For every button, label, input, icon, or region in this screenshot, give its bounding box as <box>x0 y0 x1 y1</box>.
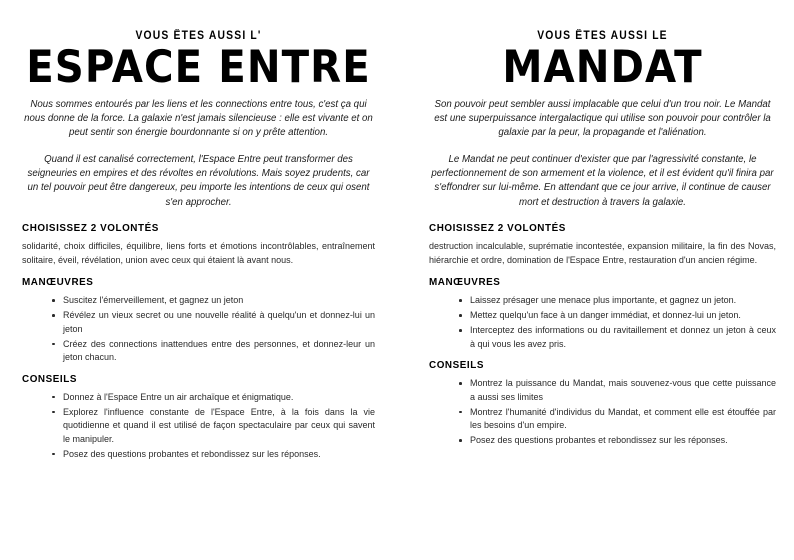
section-list-manoeuvres <box>22 294 375 365</box>
section-heading-conseils: CONSEILS <box>429 359 484 372</box>
list-item: Mettez quelqu'un face à un danger immédiat, et donnez-lui un jeton. <box>459 309 776 323</box>
list-item: Interceptez des informations ou du ravitaillement et donnez un jeton à ceux à qui vous les avez pris. <box>459 324 776 351</box>
intro-paragraph-1: Son pouvoir peut sembler aussi implacable que celui d'un trou noir. Le Mandat est une superpuissance intergalactique qui utilise son pouvoir pour contrôler la galaxie par la peur, la propagande et l'aliénation. <box>434 98 771 139</box>
section-heading-manoeuvres: MANŒUVRES <box>22 276 94 289</box>
list-item: Explorez l'influence constante de l'Espace Entre, à la fois dans la vie quotidienne et quand il est utilisé de façon spectaculaire par ceux qui savent le manipuler. <box>52 406 375 447</box>
playbook-column-espace-entre <box>0 0 397 469</box>
intro-paragraph-2: Le Mandat ne peut continuer d'exister que par l'agressivité constante, le perfectionnement de son armement et la violence, et il est évident qu'il finira par s'effondrer sur lui-même. En attendant que ce jour arrive, il continue de causer mort et destruction à travers la galaxie. <box>431 153 774 208</box>
list-item: Montrez l'humanité d'individus du Mandat, et comment elle est étouffée par les besoins d'un empire. <box>459 406 776 433</box>
playbook-eyebrow: VOUS ÊTES AUSSI L' <box>135 30 262 42</box>
list-item: Laissez présager une menace plus importante, et gagnez un jeton. <box>459 294 776 308</box>
section-list-conseils <box>429 377 776 448</box>
list-item: Révélez un vieux secret ou une nouvelle réalité à quelqu'un et donnez-lui un jeton <box>52 309 375 336</box>
section-heading-volontes: CHOISISSEZ 2 VOLONTÉS <box>22 222 159 235</box>
playbook-eyebrow: VOUS ÊTES AUSSI LE <box>537 30 668 42</box>
section-heading-volontes: CHOISISSEZ 2 VOLONTÉS <box>429 222 566 235</box>
intro-paragraph-1: Nous sommes entourés par les liens et les connections entre tous, c'est ça qui nous donne de la force. La galaxie n'est jamais silencieuse : elle est vivante et on peut sentir son énergie bourdonnante si on y prête attention. <box>24 98 373 139</box>
section-heading-conseils: CONSEILS <box>22 372 77 385</box>
list-item: Posez des questions probantes et rebondissez sur les réponses. <box>52 448 375 462</box>
section-body-volontes: solidarité, choix difficiles, équilibre, liens forts et émotions incontrôlables, entraînement solitaire, éveil, révélation, union avec ceux qui étaient là avant nous. <box>22 241 375 265</box>
section-heading-manoeuvres: MANŒUVRES <box>429 276 501 289</box>
list-item: Donnez à l'Espace Entre un air archaïque et énigmatique. <box>52 391 375 405</box>
section-list-manoeuvres <box>429 294 776 351</box>
section-body-volontes: destruction incalculable, suprématie incontestée, expansion militaire, la fin des Novas, hiérarchie et ordre, domination de l'Espace Entre, restauration d'un ancien régime. <box>429 241 776 265</box>
section-list-conseils <box>22 391 375 462</box>
list-item: Posez des questions probantes et rebondissez sur les réponses. <box>459 434 776 448</box>
playbook-title: MANDAT <box>502 40 703 93</box>
intro-paragraph-2: Quand il est canalisé correctement, l'Espace Entre peut transformer des seigneuries en empires et des révoltes en révolutions. Mais soyez prudents, car un tel pouvoir peut être dangereux, peu importe les intentions de ceux qui osent s'en approcher. <box>27 153 370 208</box>
list-item: Créez des connections inattendues entre des personnes, et donnez-leur un jeton chacun. <box>52 338 375 365</box>
list-item: Montrez la puissance du Mandat, mais souvenez-vous que cette puissance a aussi ses limites <box>459 377 776 404</box>
playbook-column-mandat <box>397 0 794 456</box>
list-item: Suscitez l'émerveillement, et gagnez un jeton <box>52 294 375 308</box>
playbook-title: ESPACE ENTRE <box>26 40 371 93</box>
